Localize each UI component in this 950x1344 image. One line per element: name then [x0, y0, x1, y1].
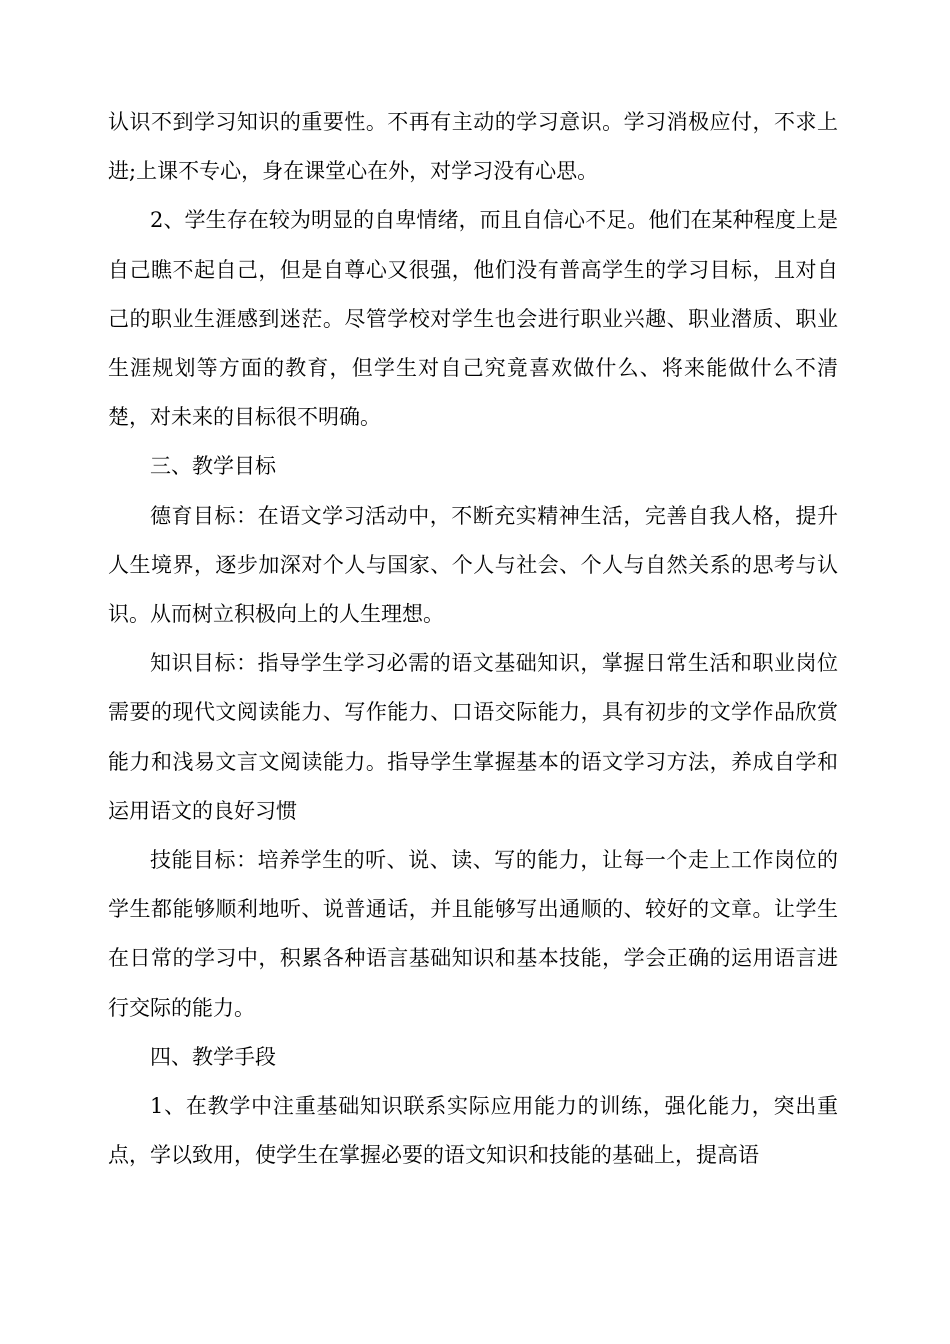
paragraph-continuation: 认识不到学习知识的重要性。不再有主动的学习意识。学习消极应付，不求上进;上课不专心，身在课堂心在外，对学习没有心思。 — [108, 110, 838, 184]
document-body — [108, 98, 838, 1180]
paragraph-skill-goal: 技能目标：培养学生的听、说、读、写的能力，让每一个走上工作岗位的学生都能够顺利地听、说普通话，并且能够写出通顺的、较好的文章。让学生在日常的学习中，积累各种语言基础知识和基本技能，学会正确的运用语言进行交际的能力。 — [108, 848, 838, 1020]
paragraph-student-inferiority: 2、学生存在较为明显的自卑情绪，而且自信心不足。他们在某种程度上是自己瞧不起自己，但是自尊心又很强，他们没有普高学生的学习目标，且对自己的职业生涯感到迷茫。尽管学校对学生也会进行职业兴趣、职业潜质、职业生涯规划等方面的教育，但学生对自己究竟喜欢做什么、将来能做什么不清楚，对未来的目标很不明确。 — [108, 208, 838, 430]
paragraph-knowledge-goal: 知识目标：指导学生学习必需的语文基础知识，掌握日常生活和职业岗位需要的现代文阅读能力、写作能力、口语交际能力，具有初步的文学作品欣赏能力和浅易文言文阅读能力。指导学生掌握基本的语文学习方法，养成自学和运用语文的良好习惯 — [108, 651, 838, 823]
paragraph-moral-goal: 德育目标：在语文学习活动中，不断充实精神生活，完善自我人格，提升人生境界，逐步加深对个人与国家、个人与社会、个人与自然关系的思考与认识。从而树立积极向上的人生理想。 — [108, 503, 838, 627]
paragraph-method-1: 1、在教学中注重基础知识联系实际应用能力的训练，强化能力，突出重点，学以致用，使学生在掌握必要的语文知识和技能的基础上，提高语 — [108, 1094, 838, 1168]
section-heading-teaching-methods: 四、教学手段 — [150, 1044, 276, 1069]
section-heading-teaching-goals: 三、教学目标 — [150, 454, 276, 479]
